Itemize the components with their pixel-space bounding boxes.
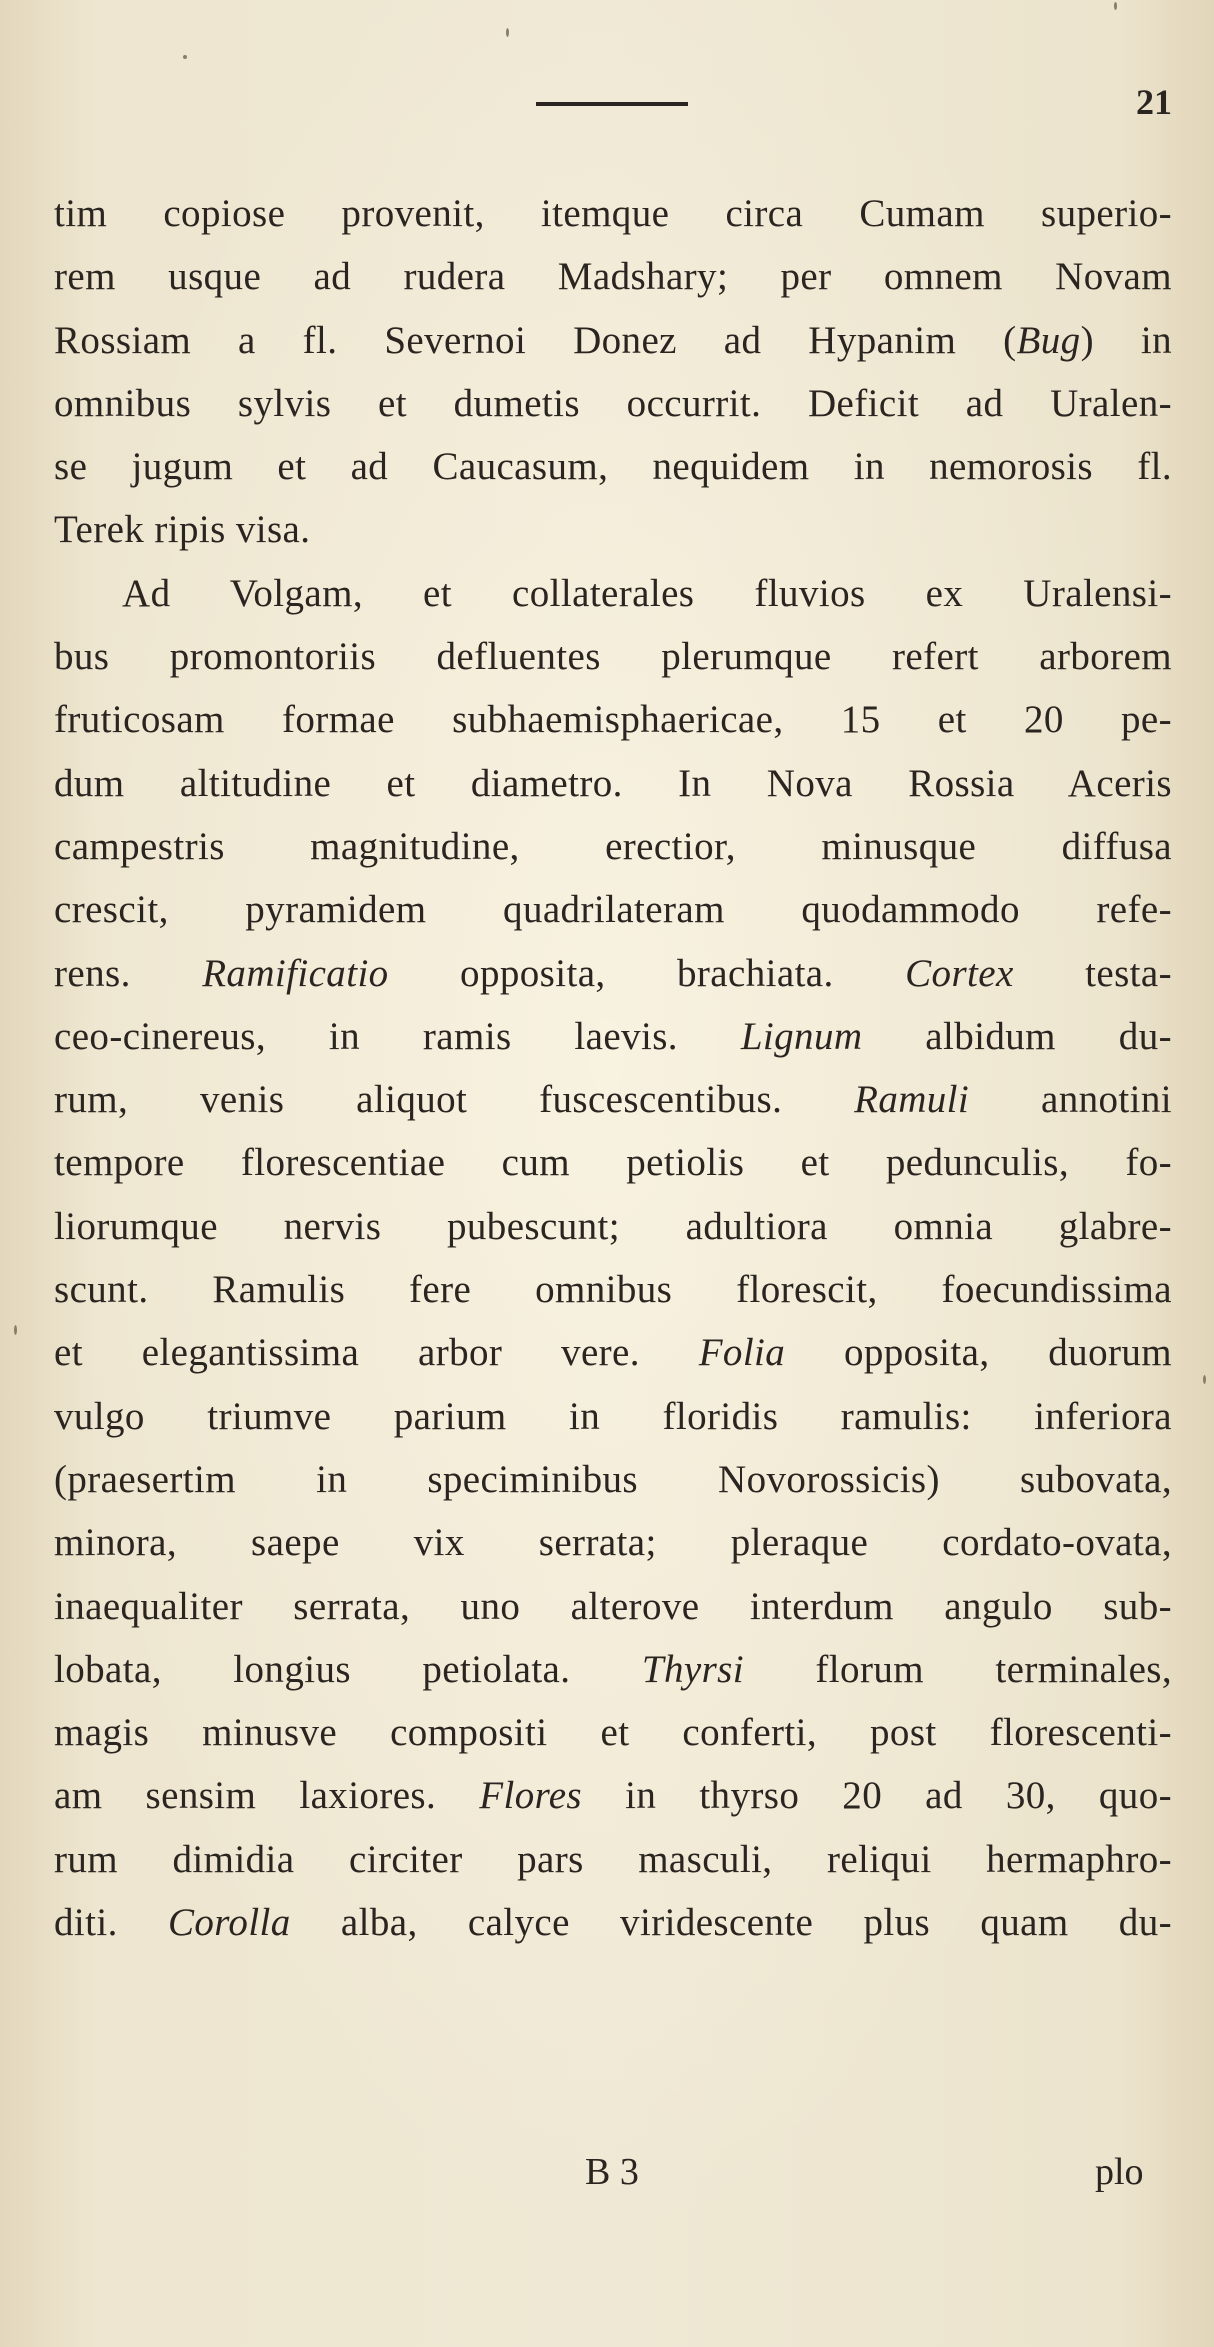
text-line [54,309,1172,372]
text-run: dum altitudine et diametro. In Nova Rossia Aceris [54,761,1172,805]
text-line [54,625,1172,688]
italic-term: Folia [698,1331,786,1375]
text-run: se jugum et ad Caucasum, nequidem in nemorosis fl. [54,445,1172,489]
text-line [54,498,1172,561]
italic-term: Ramuli [854,1078,970,1122]
text-run: tempore florescentiae cum petiolis et pedunculis, fo- [54,1141,1172,1185]
text-run: inaequaliter serrata, uno alterove interdum angulo sub- [54,1584,1172,1628]
text-run: lobata, longius petiolata. [54,1647,642,1691]
text-run: minora, saepe vix serrata; pleraque cordato-ovata, [54,1521,1172,1565]
text-run: am sensim laxiores. [54,1774,480,1818]
text-run: opposita, duorum [785,1331,1172,1375]
text-run: campestris magnitudine, erectior, minusque diffusa [54,824,1172,868]
body-text [54,182,1172,1954]
text-run: scunt. Ramulis fere omnibus florescit, foecundissima [54,1268,1172,1312]
text-line [54,372,1172,435]
paper-speck [1114,2,1117,10]
text-line [54,942,1172,1005]
text-run: testa- [1013,951,1172,995]
text-run: fruticosam formae subhaemisphaericae, 15 et 20 pe- [54,698,1172,742]
text-run: Ad Volgam, et collaterales fluvios ex Uralensi- [122,571,1172,615]
text-run: rum dimidia circiter pars masculi, reliqui hermaphro- [54,1837,1172,1881]
text-run: rens. [54,951,203,995]
italic-term: Flores [479,1774,583,1818]
text-line [54,245,1172,308]
text-line [54,878,1172,941]
text-run: omnibus sylvis et dumetis occurrit. Deficit ad Uralen- [54,381,1172,425]
signature-mark: B 3 [585,2151,639,2193]
catchword: plo [1095,2151,1144,2193]
text-line [54,1385,1172,1448]
text-run: ceo-cinereus, in ramis laevis. [54,1014,741,1058]
text-run: in thyrso 20 ad 30, quo- [582,1774,1172,1818]
text-line [54,182,1172,245]
paper-speck [14,1325,17,1335]
text-line [54,1005,1172,1068]
text-line [54,1891,1172,1954]
text-run: rem usque ad rudera Madshary; per omnem Novam [54,255,1172,299]
text-run: magis minusve compositi et conferti, post florescenti- [54,1711,1172,1755]
text-run: vulgo triumve parium in floridis ramulis: inferiora [54,1394,1172,1438]
text-line [54,752,1172,815]
text-run: diti. [54,1901,168,1945]
text-line [54,1448,1172,1511]
italic-term: Corolla [167,1901,291,1945]
text-run: Terek ripis visa. [54,508,311,552]
text-line [54,1258,1172,1321]
text-line [54,1828,1172,1891]
italic-term: Ramificatio [202,951,389,995]
text-run: Rossiam a fl. Severnoi Donez ad Hypanim ( [54,318,1017,362]
text-line [54,1764,1172,1827]
text-line [54,562,1172,625]
text-line [54,688,1172,751]
text-line [54,1575,1172,1638]
header-rule [536,102,688,106]
text-run: tim copiose provenit, itemque circa Cumam superio- [54,192,1172,235]
text-run: annotini [969,1078,1172,1122]
text-run: ) in [1080,318,1172,362]
italic-term: Cortex [905,951,1014,995]
text-line [54,1068,1172,1131]
italic-term: Lignum [740,1014,863,1058]
text-line [54,815,1172,878]
text-run: et elegantissima arbor vere. [54,1331,699,1375]
text-run: rum, venis aliquot fuscescentibus. [54,1078,855,1122]
text-run: albidum du- [862,1014,1172,1058]
text-line [54,1701,1172,1764]
text-line [54,1638,1172,1701]
text-line [54,1131,1172,1194]
paper-speck [183,55,187,59]
text-run: bus promontoriis defluentes plerumque refert arborem [54,635,1172,679]
page-number: 21 [1136,82,1172,122]
paper-speck [506,28,509,37]
text-run: florum terminales, [743,1647,1172,1691]
text-run: (praesertim in speciminibus Novorossicis) subovata, [54,1457,1172,1501]
text-line [54,1321,1172,1384]
text-line [54,1511,1172,1574]
text-run: opposita, brachiata. [388,951,906,995]
text-run: alba, calyce viridescente plus quam du- [290,1901,1172,1945]
text-line [54,1195,1172,1258]
text-run: liorumque nervis pubescunt; adultiora omnia glabre- [54,1204,1172,1248]
italic-term: Bug [1016,318,1081,362]
text-run: crescit, pyramidem quadrilateram quodammodo refe- [54,888,1172,932]
text-line [54,435,1172,498]
italic-term: Thyrsi [641,1647,744,1691]
paper-speck [1203,1375,1206,1384]
